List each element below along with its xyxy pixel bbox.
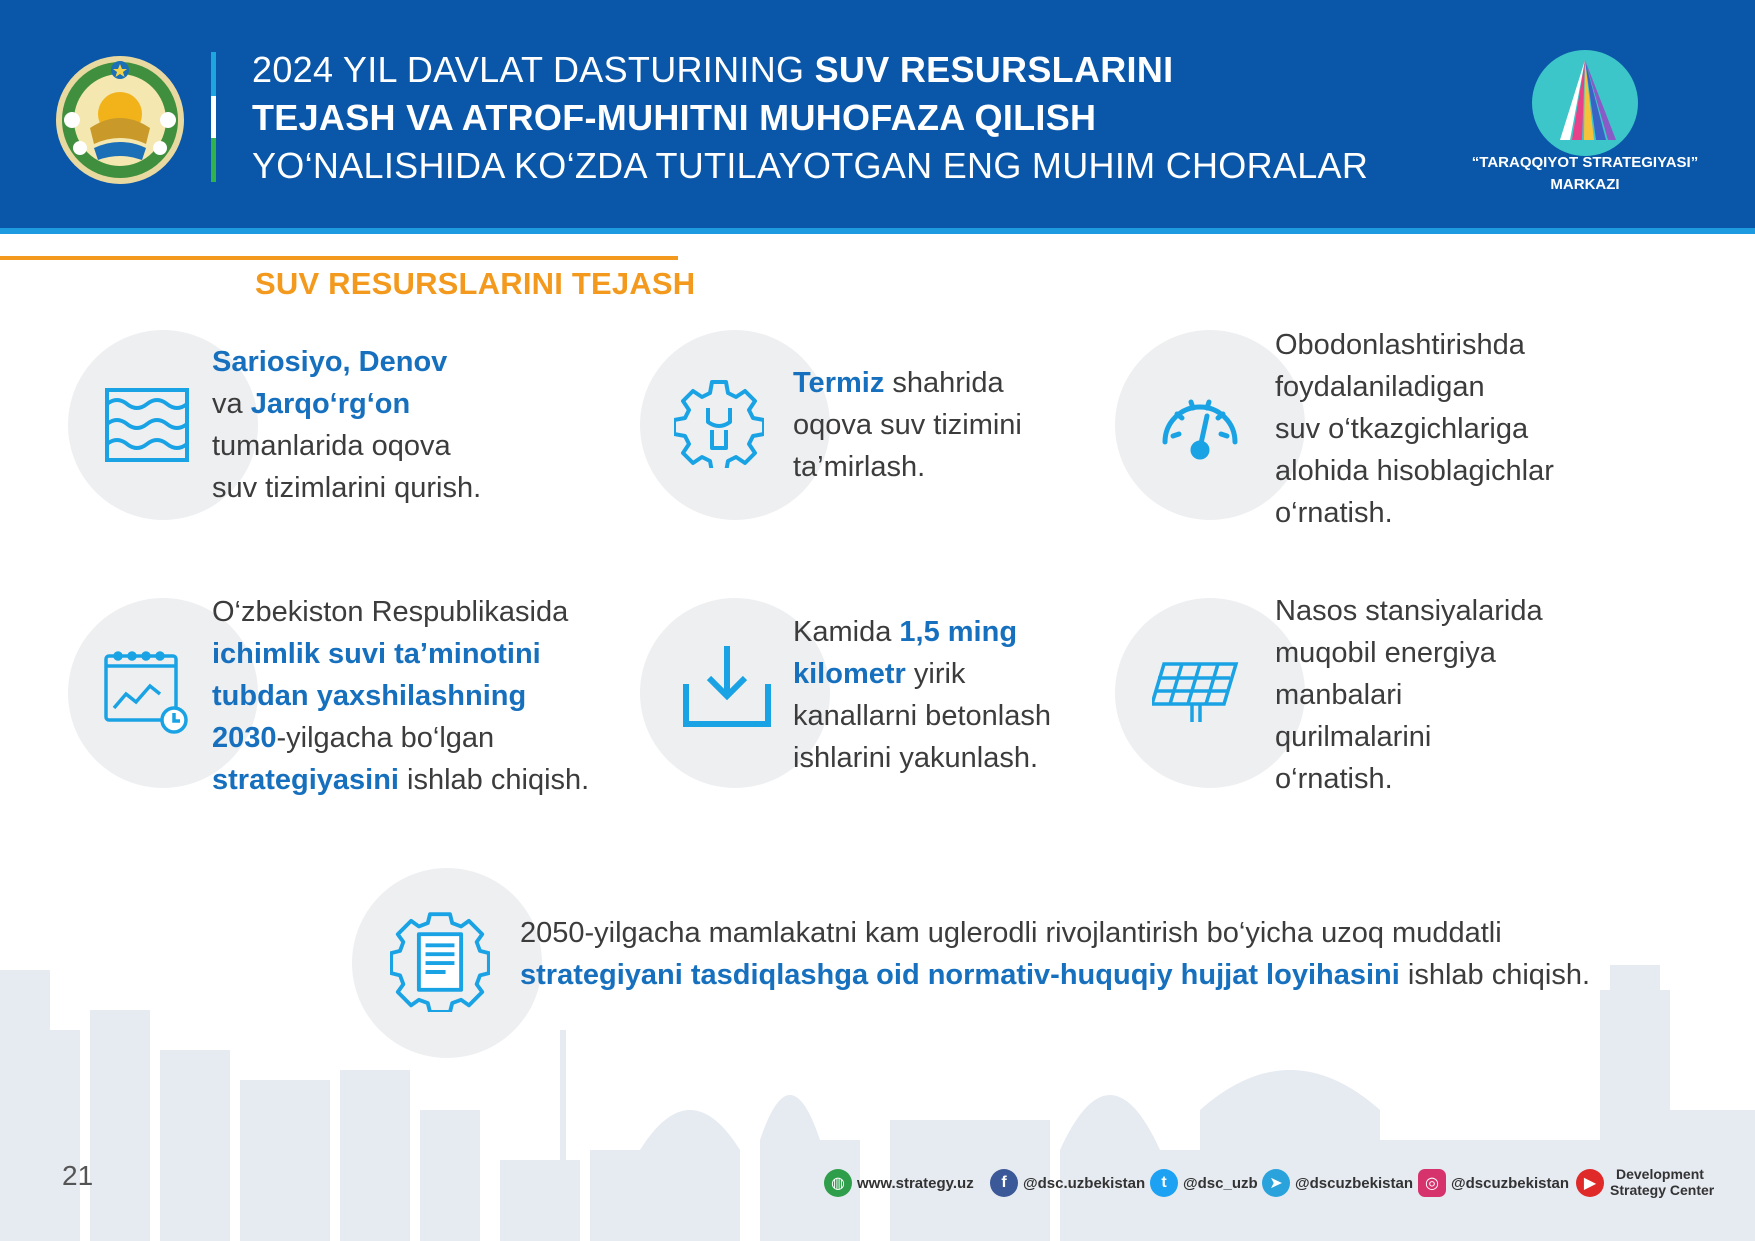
state-emblem-icon bbox=[50, 48, 190, 188]
card5-bold1: 1,5 ming bbox=[899, 616, 1018, 648]
telegram-text: @dscuzbekistan bbox=[1295, 1174, 1413, 1192]
card6-text5: o‘rnatish. bbox=[1275, 763, 1393, 795]
card5-text4: ishlarini yakunlash. bbox=[793, 742, 1039, 774]
title-accent-bar bbox=[211, 52, 216, 182]
youtube-link[interactable] bbox=[1576, 1168, 1604, 1198]
page-title bbox=[252, 46, 1452, 190]
globe-icon: ◍ bbox=[824, 1169, 852, 1197]
card4-bold4: strategiyasini bbox=[212, 764, 399, 796]
card7-bold1: strategiyani tasdiqlashga oid normativ-huquqiy hujjat loyihasini bbox=[520, 959, 1400, 991]
card4-text3: ishlab chiqish. bbox=[398, 764, 590, 796]
card6-text3: manbalari bbox=[1275, 679, 1403, 711]
card1-bold2: Jarqo‘rg‘on bbox=[250, 388, 411, 420]
social-footer bbox=[824, 1160, 1724, 1204]
card4-text1: O‘zbekiston Respublikasida bbox=[212, 596, 569, 628]
card2-text3: ta’mirlash. bbox=[793, 451, 926, 483]
calendar-chart-icon bbox=[102, 648, 192, 738]
card6-text2: muqobil energiya bbox=[1275, 637, 1496, 669]
card1-text bbox=[212, 341, 582, 509]
dsc-line1: Development bbox=[1616, 1166, 1704, 1182]
card2-text1: shahrida bbox=[884, 367, 1004, 399]
org-name-line1: “TARAQQIYOT STRATEGIYASI” bbox=[1471, 154, 1699, 171]
card5-text bbox=[793, 611, 1123, 779]
instagram-text: @dscuzbekistan bbox=[1451, 1174, 1569, 1192]
page-number: 21 bbox=[62, 1160, 94, 1191]
org-name-line2: MARKAZI bbox=[1550, 176, 1620, 193]
website-text: www.strategy.uz bbox=[857, 1174, 974, 1192]
card5-text3: kanallarni betonlash bbox=[793, 700, 1051, 732]
facebook-icon: f bbox=[990, 1169, 1018, 1197]
card4-bold1: ichimlik suvi ta’minotini bbox=[212, 638, 541, 670]
dsc-line2: Strategy Center bbox=[1610, 1182, 1715, 1198]
document-gear-icon bbox=[390, 912, 490, 1012]
website-link[interactable] bbox=[824, 1168, 974, 1198]
facebook-link[interactable] bbox=[990, 1168, 1145, 1198]
section-divider bbox=[0, 256, 678, 260]
water-waves-icon bbox=[102, 380, 192, 470]
card3-text5: o‘rnatish. bbox=[1275, 497, 1393, 529]
card4-text bbox=[212, 591, 642, 801]
card1-text2: tumanlarida oqova bbox=[212, 430, 451, 462]
meter-gauge-icon bbox=[1155, 376, 1245, 466]
youtube-icon: ▶ bbox=[1576, 1169, 1604, 1197]
card4-bold2: tubdan yaxshilashning bbox=[212, 680, 527, 712]
card7-text bbox=[520, 912, 1720, 996]
strategy-center-name bbox=[1450, 152, 1720, 196]
instagram-link[interactable] bbox=[1418, 1168, 1569, 1198]
card7-text1: 2050-yilgacha mamlakatni kam uglerodli rivojlantirish bo‘yicha uzoq muddatli bbox=[520, 917, 1502, 949]
title-line2: TEJASH VA ATROF-MUHITNI MUHOFAZA QILISH bbox=[252, 97, 1097, 138]
card1-text1: va bbox=[212, 388, 251, 420]
title-line1-bold: SUV RESURSLARINI bbox=[814, 49, 1174, 90]
header-banner bbox=[0, 0, 1755, 228]
card6-text4: qurilmalarini bbox=[1275, 721, 1432, 753]
card3-text4: alohida hisoblagichlar bbox=[1275, 455, 1554, 487]
download-tray-icon bbox=[682, 642, 772, 732]
dsc-name bbox=[1610, 1166, 1714, 1198]
card1-bold1: Sariosiyo, Denov bbox=[212, 346, 448, 378]
card2-text bbox=[793, 362, 1123, 488]
card5-bold2: kilometr bbox=[793, 658, 906, 690]
card4-bold3: 2030 bbox=[212, 722, 277, 754]
header-stripe bbox=[0, 228, 1755, 234]
card6-text1: Nasos stansiyalarida bbox=[1275, 595, 1543, 627]
card3-text3: suv o‘tkazgichlariga bbox=[1275, 413, 1529, 445]
card3-text2: foydalaniladigan bbox=[1275, 371, 1485, 403]
twitter-link[interactable] bbox=[1150, 1168, 1258, 1198]
card7-text2: ishlab chiqish. bbox=[1399, 959, 1591, 991]
card3-text1: Obodonlashtirishda bbox=[1275, 329, 1525, 361]
title-line1-regular: 2024 YIL DAVLAT DASTURINING bbox=[252, 49, 815, 90]
card2-bold1: Termiz bbox=[793, 367, 885, 399]
facebook-text: @dsc.uzbekistan bbox=[1023, 1174, 1146, 1192]
card3-text bbox=[1275, 324, 1735, 534]
telegram-icon: ➤ bbox=[1262, 1169, 1290, 1197]
section-title: SUV RESURSLARINI TEJASH bbox=[255, 266, 696, 301]
telegram-link[interactable] bbox=[1262, 1168, 1413, 1198]
title-line3: YO‘NALISHIDA KO‘ZDA TUTILAYOTGAN ENG MUHIM CHORALAR bbox=[252, 145, 1369, 186]
strategy-center-logo-icon bbox=[1530, 48, 1640, 158]
gear-wrench-icon bbox=[674, 378, 764, 468]
card2-text2: oqova suv tizimini bbox=[793, 409, 1022, 441]
card4-text2: -yilgacha bo‘lgan bbox=[276, 722, 495, 754]
card5-text2: yirik bbox=[905, 658, 966, 690]
solar-panel-icon bbox=[1152, 650, 1242, 740]
card5-text1: Kamida bbox=[793, 616, 900, 648]
twitter-text: @dsc_uzb bbox=[1183, 1174, 1258, 1192]
twitter-icon: t bbox=[1150, 1169, 1178, 1197]
card6-text bbox=[1275, 590, 1735, 800]
card1-text3: suv tizimlarini qurish. bbox=[212, 472, 482, 504]
instagram-icon: ◎ bbox=[1418, 1169, 1446, 1197]
